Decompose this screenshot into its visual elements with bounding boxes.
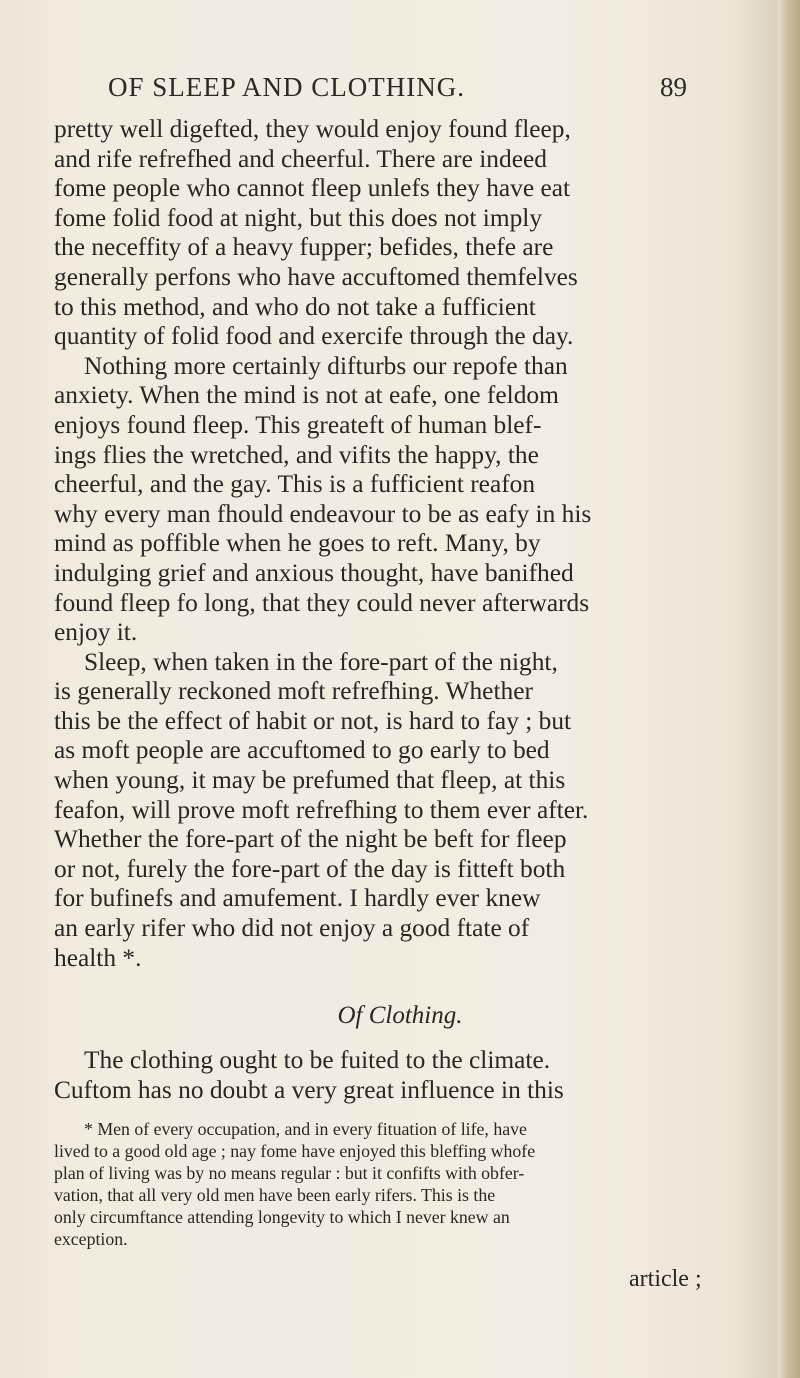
page-number: 89: [660, 72, 687, 102]
text-line: cheerful, and the gay. This is a fufficient reafon: [54, 470, 536, 499]
book-spine-edge: [778, 0, 800, 1378]
text-line: fome people who cannot fleep unlefs they have eat: [54, 174, 571, 203]
body-text-top: [54, 115, 744, 973]
text-line: feafon, will prove moft refrefhing to them ever after.: [54, 795, 589, 824]
section-heading: Of Clothing.: [337, 1002, 463, 1029]
text-line: is generally reckoned moft refrefhing. Whether: [54, 677, 533, 706]
text-line: Nothing more certainly difturbs our repofe than: [84, 351, 568, 380]
footnote-line: only circumftance attending longevity to which I never knew an: [54, 1207, 510, 1227]
text-line: to this method, and who do not take a fufficient: [54, 292, 536, 321]
text-line: and rife refrefhed and cheerful. There are indeed: [54, 144, 547, 173]
text-line: indulging grief and anxious thought, have banifhed: [54, 558, 574, 587]
running-title: OF SLEEP AND CLOTHING.: [108, 72, 466, 102]
running-head: [78, 72, 718, 112]
text-line: ings flies the wretched, and vifits the happy, the: [54, 440, 539, 469]
text-line: The clothing ought to be fuited to the climate.: [84, 1046, 551, 1074]
text-line: for bufinefs and amufement. I hardly ever knew: [54, 884, 541, 913]
footnote: [54, 1118, 744, 1250]
text-line: this be the effect of habit or not, is hard to fay ; but: [54, 706, 572, 735]
footnote-line: plan of living was by no means regular : but it confifts with obfer-: [54, 1163, 525, 1183]
text-line: why every man fhould endeavour to be as eafy in his: [54, 499, 592, 528]
footnote-line: vation, that all very old men have been early rifers. This is the: [54, 1185, 496, 1205]
text-line: or not, furely the fore-part of the day is fitteft both: [54, 854, 566, 883]
text-line: an early rifer who did not enjoy a good ftate of: [54, 914, 530, 943]
footnote-line: * Men of every occupation, and in every fituation of life, have: [84, 1119, 527, 1139]
text-line: Whether the fore-part of the night be beft for fleep: [54, 825, 567, 854]
text-line: fome folid food at night, but this does not imply: [54, 203, 543, 232]
text-line: as moft people are accuftomed to go early to bed: [54, 736, 550, 765]
text-line: health *.: [54, 943, 142, 972]
text-line: anxiety. When the mind is not at eafe, one feldom: [54, 381, 559, 410]
body-text-bottom: [54, 1046, 744, 1105]
text-line: Cuftom has no doubt a very great influence in this: [54, 1075, 564, 1104]
text-line: mind as poffible when he goes to reft. Many, by: [54, 529, 541, 558]
catchword: article ;: [629, 1266, 702, 1292]
text-line: quantity of folid food and exercife through the day.: [54, 322, 574, 351]
text-line: the neceffity of a heavy fupper; befides, thefe are: [54, 233, 554, 262]
footnote-line: exception.: [54, 1229, 128, 1249]
footnote-line: lived to a good old age ; nay fome have enjoyed this bleffing whofe: [54, 1141, 536, 1161]
text-line: enjoy it.: [54, 618, 138, 647]
text-line: Sleep, when taken in the fore-part of the night,: [84, 647, 558, 676]
text-line: found fleep fo long, that they could never afterwards: [54, 588, 590, 617]
text-line: when young, it may be prefumed that fleep, at this: [54, 766, 566, 795]
text-line: pretty well digefted, they would enjoy found fleep,: [54, 115, 571, 143]
text-line: enjoys found fleep. This greateft of human blef-: [54, 410, 542, 439]
text-line: generally perfons who have accuftomed themfelves: [54, 262, 578, 291]
